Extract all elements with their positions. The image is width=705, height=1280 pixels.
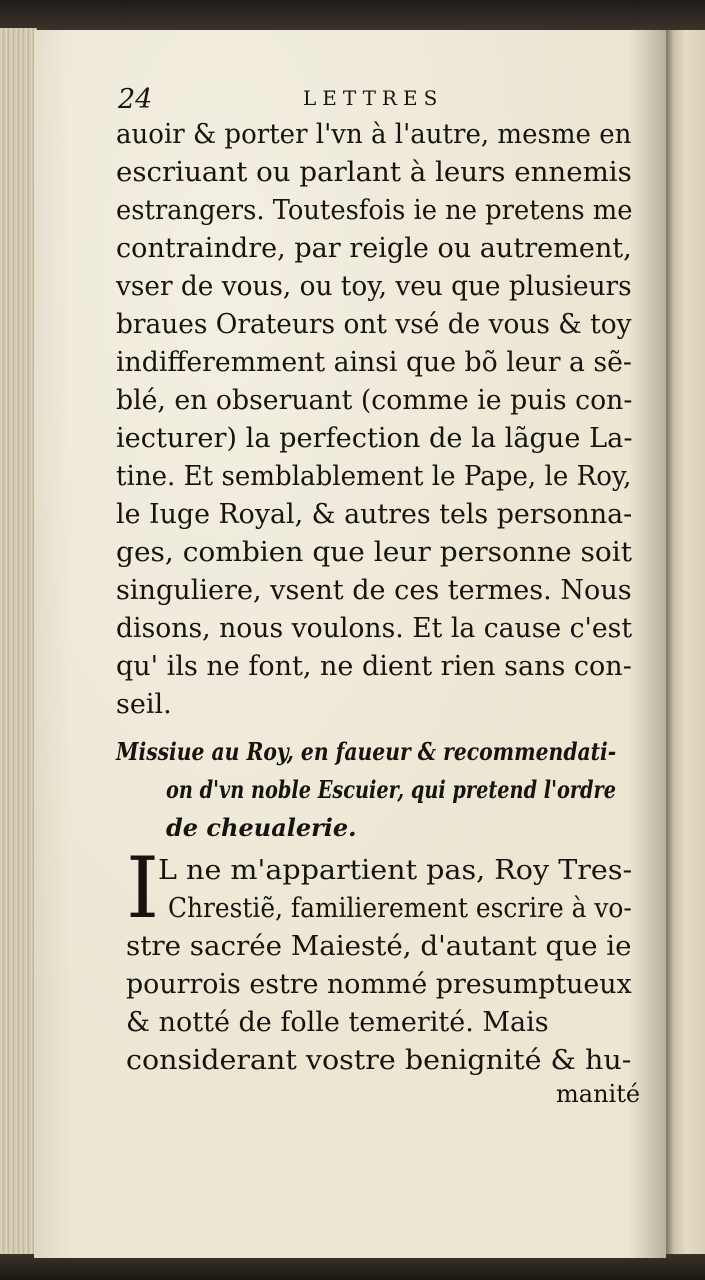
heading-line: de cheualerie. (166, 813, 357, 842)
heading-line: Missiue au Roy, en faueur & recommendati- (116, 737, 617, 766)
page-edges (0, 28, 37, 1258)
catchword: manité (556, 1080, 641, 1108)
text-line: L ne m'appartient pas, Roy Tres- (158, 855, 633, 886)
text-line: seil. (116, 689, 172, 720)
text-line: blé, en obseruant (comme ie puis con- (116, 385, 633, 416)
text-line: le Iuge Royal, & autres tels personna- (116, 499, 633, 530)
book-binding-top (0, 0, 705, 30)
text-line: iecturer) la perfection de la lãgue La- (116, 423, 633, 454)
text-line: considerant vostre benignité & hu- (126, 1045, 632, 1076)
text-line: stre sacrée Maiesté, d'autant que ie (126, 931, 632, 962)
text-line: indifferemment ainsi que bõ leur a sẽ- (116, 347, 632, 378)
text-line: disons, nous voulons. Et la cause c'est (116, 613, 633, 644)
facing-page-edge (666, 30, 705, 1258)
text-line: Chrestiẽ, familierement escrire à vo- (168, 893, 632, 924)
text-line: contraindre, par reigle ou autrement, (116, 233, 632, 264)
text-line: vser de vous, ou toy, veu que plusieurs (116, 271, 632, 302)
page-header (118, 84, 638, 118)
text-line: escriuant ou parlant à leurs ennemis (116, 157, 632, 188)
text-line: & notté de folle temerité. Mais (126, 1007, 549, 1038)
text-line: singuliere, vsent de ces termes. Nous (116, 575, 632, 606)
heading-line: on d'vn noble Escuier, qui pretend l'ordre (166, 775, 616, 804)
running-title: LETTRES (303, 86, 444, 110)
text-line: qu' ils ne font, ne dient rien sans con- (116, 651, 632, 682)
text-line: ges, combien que leur personne soit (116, 537, 632, 568)
drop-cap: I (126, 839, 160, 937)
page-number: 24 (118, 84, 153, 115)
text-line: auoir & porter l'vn à l'autre, mesme en (116, 119, 632, 150)
text-line: pourrois estre nommé presumptueux (126, 969, 632, 1000)
text-line: braues Orateurs ont vsé de vous & toy (116, 309, 632, 340)
text-line: estrangers. Toutesfois ie ne pretens me (116, 195, 633, 226)
text-line: tine. Et semblablement le Pape, le Roy, (116, 461, 632, 492)
